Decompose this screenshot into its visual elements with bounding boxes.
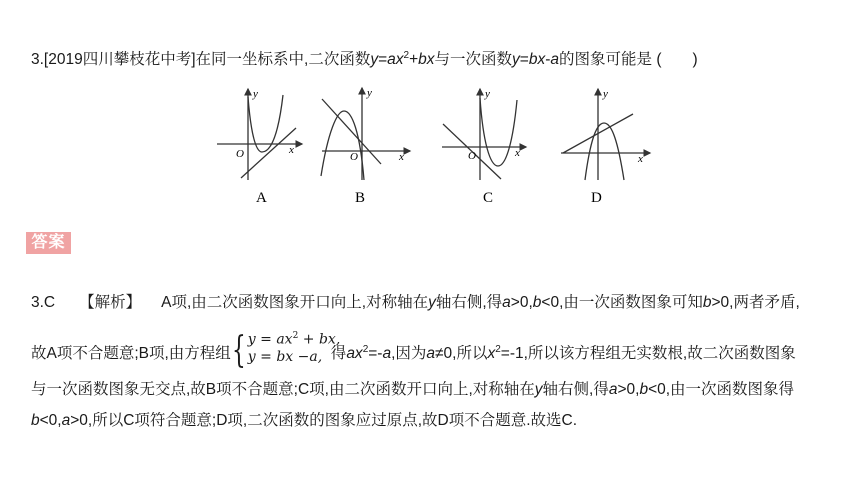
math-var: b [702, 294, 712, 311]
math-var: a [608, 381, 618, 398]
brace: { [231, 330, 246, 371]
question-part: 的图象可能是 ( ) [559, 51, 698, 68]
parabola [585, 123, 624, 180]
solution-line-2 [31, 330, 796, 371]
text: ≠0,所以 [435, 345, 488, 363]
math-op: - [545, 51, 551, 68]
eq-exp: 2 [292, 331, 299, 341]
graph-b [321, 88, 410, 180]
math-op: = [519, 51, 529, 68]
option-label-b: B [355, 190, 366, 206]
text: >0,两者矛盾, [711, 294, 800, 311]
text: <0,由一次函数图象得 [648, 381, 795, 398]
math-op: = [378, 51, 388, 68]
eq-text: + bx, [298, 331, 341, 348]
math-var: a [382, 345, 392, 363]
option-graphs [0, 80, 860, 210]
text: =-1,所以该方程组无实数根,故二次函数图象 [500, 345, 796, 363]
solution-line-1 [31, 290, 800, 312]
option-label-a: A [256, 190, 267, 206]
x-axis-label: x [289, 144, 294, 156]
math-exp: 2 [495, 343, 501, 355]
origin-label: O [468, 150, 476, 162]
y-axis-label: y [603, 88, 608, 100]
equation-2: y = bx −a, [247, 349, 323, 365]
text: 轴右侧,得 [435, 294, 503, 311]
x-axis-label: x [638, 153, 643, 165]
math-var: a [61, 412, 71, 429]
y-axis-label: y [485, 88, 490, 100]
text: 得 [330, 345, 347, 363]
text: 轴右侧,得 [542, 381, 609, 398]
origin-label: O [236, 148, 244, 160]
text: =- [368, 345, 383, 363]
math-var: y [512, 51, 520, 68]
math-var: bx [418, 51, 435, 68]
equation-system [231, 330, 341, 371]
equation-1 [248, 331, 340, 348]
analysis-tag: 【解析】 [79, 294, 142, 311]
answer-badge: 答案 [26, 232, 71, 254]
answer-number: 3.C [31, 294, 56, 311]
text: A项,由二次函数图象开口向上,对称轴在 [161, 294, 429, 311]
math-var: ax [346, 345, 363, 363]
text: <0,由一次函数图象可知 [541, 294, 703, 311]
text: >0,所以C项符合题意;D项,二次函数的图象应过原点,故D项不合题意.故选C. [70, 412, 578, 429]
question-part: 与一次函数 [434, 51, 513, 68]
text: 故A项不合题意;B项,由方程组 [31, 345, 231, 363]
option-label-d: D [591, 190, 602, 206]
math-var: a [550, 51, 560, 68]
question-part: 3.[2019四川攀枝花中考]在同一坐标系中,二次函数 [31, 51, 371, 68]
text: <0, [39, 412, 62, 429]
math-var: b [31, 412, 40, 429]
text: >0, [510, 294, 533, 311]
graph-c [442, 89, 526, 180]
math-var: a [426, 345, 436, 363]
math-var: y [428, 294, 436, 311]
graph-a [217, 89, 302, 180]
solution-line-3 [31, 377, 794, 399]
y-axis-label: y [367, 87, 372, 99]
math-var: b [639, 381, 649, 398]
math-var: y [534, 381, 543, 398]
math-var: x [487, 345, 496, 363]
text: ,因为 [391, 345, 427, 363]
question-text [31, 47, 698, 69]
text: >0, [617, 381, 640, 398]
math-var: ax [387, 51, 404, 68]
eq-text: y = ax [247, 331, 293, 348]
parabola [480, 98, 517, 166]
origin-label: O [350, 151, 358, 163]
math-var: a [502, 294, 511, 311]
line [241, 128, 296, 178]
math-var: b [532, 294, 542, 311]
math-exp: 2 [362, 343, 369, 355]
x-axis-label: x [515, 147, 520, 159]
math-exp: 2 [403, 49, 410, 61]
math-op: + [409, 51, 419, 68]
solution-line-4 [31, 408, 577, 430]
option-label-c: C [483, 190, 494, 206]
text: 与一次函数图象无交点,故B项不合题意;C项,由二次函数开口向上,对称轴在 [31, 381, 535, 398]
y-axis-label: y [253, 88, 258, 100]
x-axis-label: x [399, 151, 404, 163]
graph-d [561, 89, 650, 180]
math-var: bx [528, 51, 546, 68]
math-var: y [370, 51, 379, 68]
